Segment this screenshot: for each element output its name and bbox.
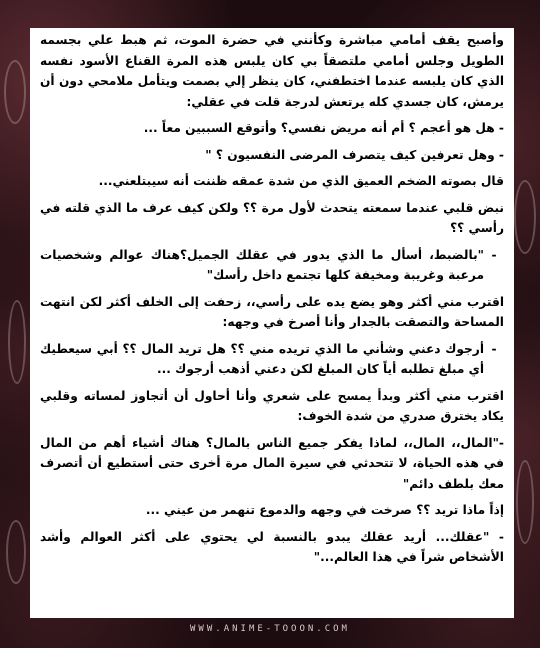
bullet-text: "بالضبط، أسأل ما الذي يدور في عقلك الجميل؟هناك عوالم وشخصيات مرعبة وغريبة ومخيفة كلها تجتمع داخل رأسك": [40, 247, 484, 282]
paragraph-2: - هل هو أعجم ؟ أم أنه مريض نفسي؟ وأتوقع السببين معاً ...: [143, 121, 504, 135]
ornament-icon: [514, 180, 536, 254]
bullet-item-1: [40, 245, 504, 286]
bullet-mark: -: [491, 341, 497, 356]
ornament-icon: [8, 300, 26, 384]
paragraph-5: نبض قلبي عندما سمعته يتحدث لأول مرة ؟؟ ولكن كيف عرف ما الذي قلته في رأسي ؟؟: [40, 200, 504, 235]
ornament-icon: [4, 60, 26, 124]
paragraph-7: اقترب مني أكثر وبدأ يمسح على شعري وأنا أحاول أن أتجاوز لمساته وقلبي يكاد يخترق صدري من شدة الخوف:: [40, 388, 504, 423]
paragraph-3: - وهل تعرفين كيف يتصرف المرضى النفسيون ؟ ": [205, 147, 504, 162]
paragraph-6: اقترب مني أكثر وهو يضع يده على رأسي،، زحفت إلى الخلف أكثر لكن انتهت المساحة والتصقت بالجدار وأنا أصرخ في وجهه:: [40, 294, 504, 329]
bullet-item-2: [40, 339, 504, 380]
ornament-icon: [6, 520, 26, 584]
paragraph-9: إذاً ماذا تريد ؟؟ صرخت في وجهه والدموع تنهمر من عيني ...: [145, 503, 504, 517]
paragraph-4: قال بصوته الضخم العميق الذي من شدة عمقه ظننت أنه سيبتلعني...: [98, 174, 504, 188]
paragraph-1: وأصبح يقف أمامي مباشرة وكأنني في حضرة الموت، ثم هبط علي بجسمه الطويل وجلس أمامي ملتصقاً بي كان يلبس هذه المرة القناع الأسود نفسه الذي كان يلبسه عندما اختطفني، كان ينظر إلي بصمت ويتأمل ملامحي دون أن يرمش، كان جسدي كله يرتعش لدرجة قلت في عقلي:: [40, 33, 504, 109]
ornament-icon: [516, 460, 534, 544]
bullet-mark: -: [491, 247, 497, 262]
text-page: [30, 28, 514, 618]
site-watermark: WWW.ANIME-TOOON.COM: [190, 624, 350, 634]
paragraph-10: - "عقلك... أريد عقلك يبدو بالنسبة لي يحتوي على أكثر العوالم وأشد الأشخاص شراً في هذا العالم...": [40, 529, 504, 564]
bullet-text: أرجوك دعني وشأني ما الذي تريده مني ؟؟ هل تريد المال ؟؟ أبي سيعطيك أي مبلغ تطلبه أياً كان المبلغ لكن دعني أذهب أرجوك ...: [40, 341, 484, 376]
paragraph-8: -"المال،، المال،، لماذا يفكر جميع الناس بالمال؟ هناك أشياء أهم من المال في هذه الحياة، لا تتحدثي في سيرة المال مرة أخرى حتى أستطيع أن أتصرف معك بلطف دائم": [40, 435, 504, 491]
